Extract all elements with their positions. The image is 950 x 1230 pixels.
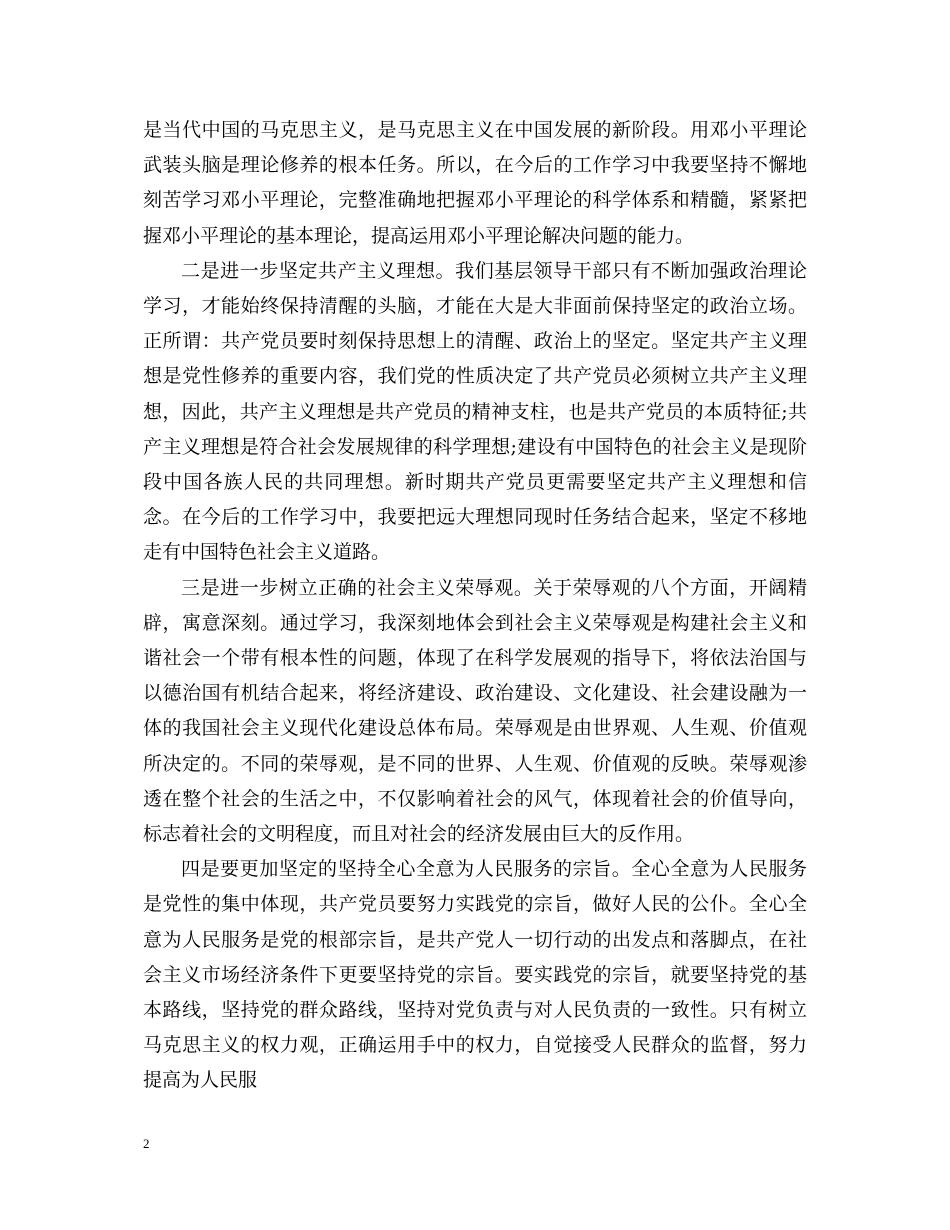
document-body	[143, 113, 807, 1099]
paragraph-serve-the-people: 四是要更加坚定的坚持全心全意为人民服务的宗旨。全心全意为人民服务是党性的集中体现，共产党员要努力实践党的宗旨，做好人民的公仆。全心全意为人民服务是党的根部宗旨，是共产党人一切行动的出发点和落脚点，在社会主义市场经济条件下更要坚持党的宗旨。要实践党的宗旨，就要坚持党的基本路线，坚持党的群众路线，坚持对党负责与对人民负责的一致性。只有树立马克思主义的权力观，正确运用手中的权力，自觉接受人民群众的监督，努力提高为人民服	[143, 858, 807, 1092]
paragraph-honor-disgrace-view: 三是进一步树立正确的社会主义荣辱观。关于荣辱观的八个方面，开阔精辟，寓意深刻。通过学习，我深刻地体会到社会主义荣辱观是构建社会主义和谐社会一个带有根本性的问题，体现了在科学发展观的指导下，将依法治国与以德治国有机结合起来，将经济建设、政治建设、文化建设、社会建设融为一体的我国社会主义现代化建设总体布局。荣辱观是由世界观、人生观、价值观所决定的。不同的荣辱观，是不同的世界、人生观、价值观的反映。荣辱观渗透在整个社会的生活之中，不仅影响着社会的风气，体现着社会的价值导向，标志着社会的文明程度，而且对社会的经济发展由巨大的反作用。	[143, 576, 807, 846]
paragraph-communist-ideal: 二是进一步坚定共产主义理想。我们基层领导干部只有不断加强政治理论学习，才能始终保持清醒的头脑，才能在大是大非面前保持坚定的政治立场。正所谓：共产党员要时刻保持思想上的清醒、政治上的坚定。坚定共产主义理想是党性修养的重要内容，我们党的性质决定了共产党员必须树立共产主义理想，因此，共产主义理想是共产党员的精神支柱，也是共产党员的本质特征;共产主义理想是符合社会发展规律的科学理想;建设有中国特色的社会主义是现阶段中国各族人民的共同理想。新时期共产党员更需要坚定共产主义理想和信念。在今后的工作学习中，我要把远大理想同现时任务结合起来，坚定不移地走有中国特色社会主义道路。	[143, 259, 807, 564]
page-number: 2	[143, 1136, 150, 1151]
paragraph-continuation: 是当代中国的马克思主义，是马克思主义在中国发展的新阶段。用邓小平理论武装头脑是理论修养的根本任务。所以，在今后的工作学习中我要坚持不懈地刻苦学习邓小平理论，完整准确地把握邓小平理论的科学体系和精髓，紧紧把握邓小平理论的基本理论，提高运用邓小平理论解决问题的能力。	[143, 119, 807, 247]
